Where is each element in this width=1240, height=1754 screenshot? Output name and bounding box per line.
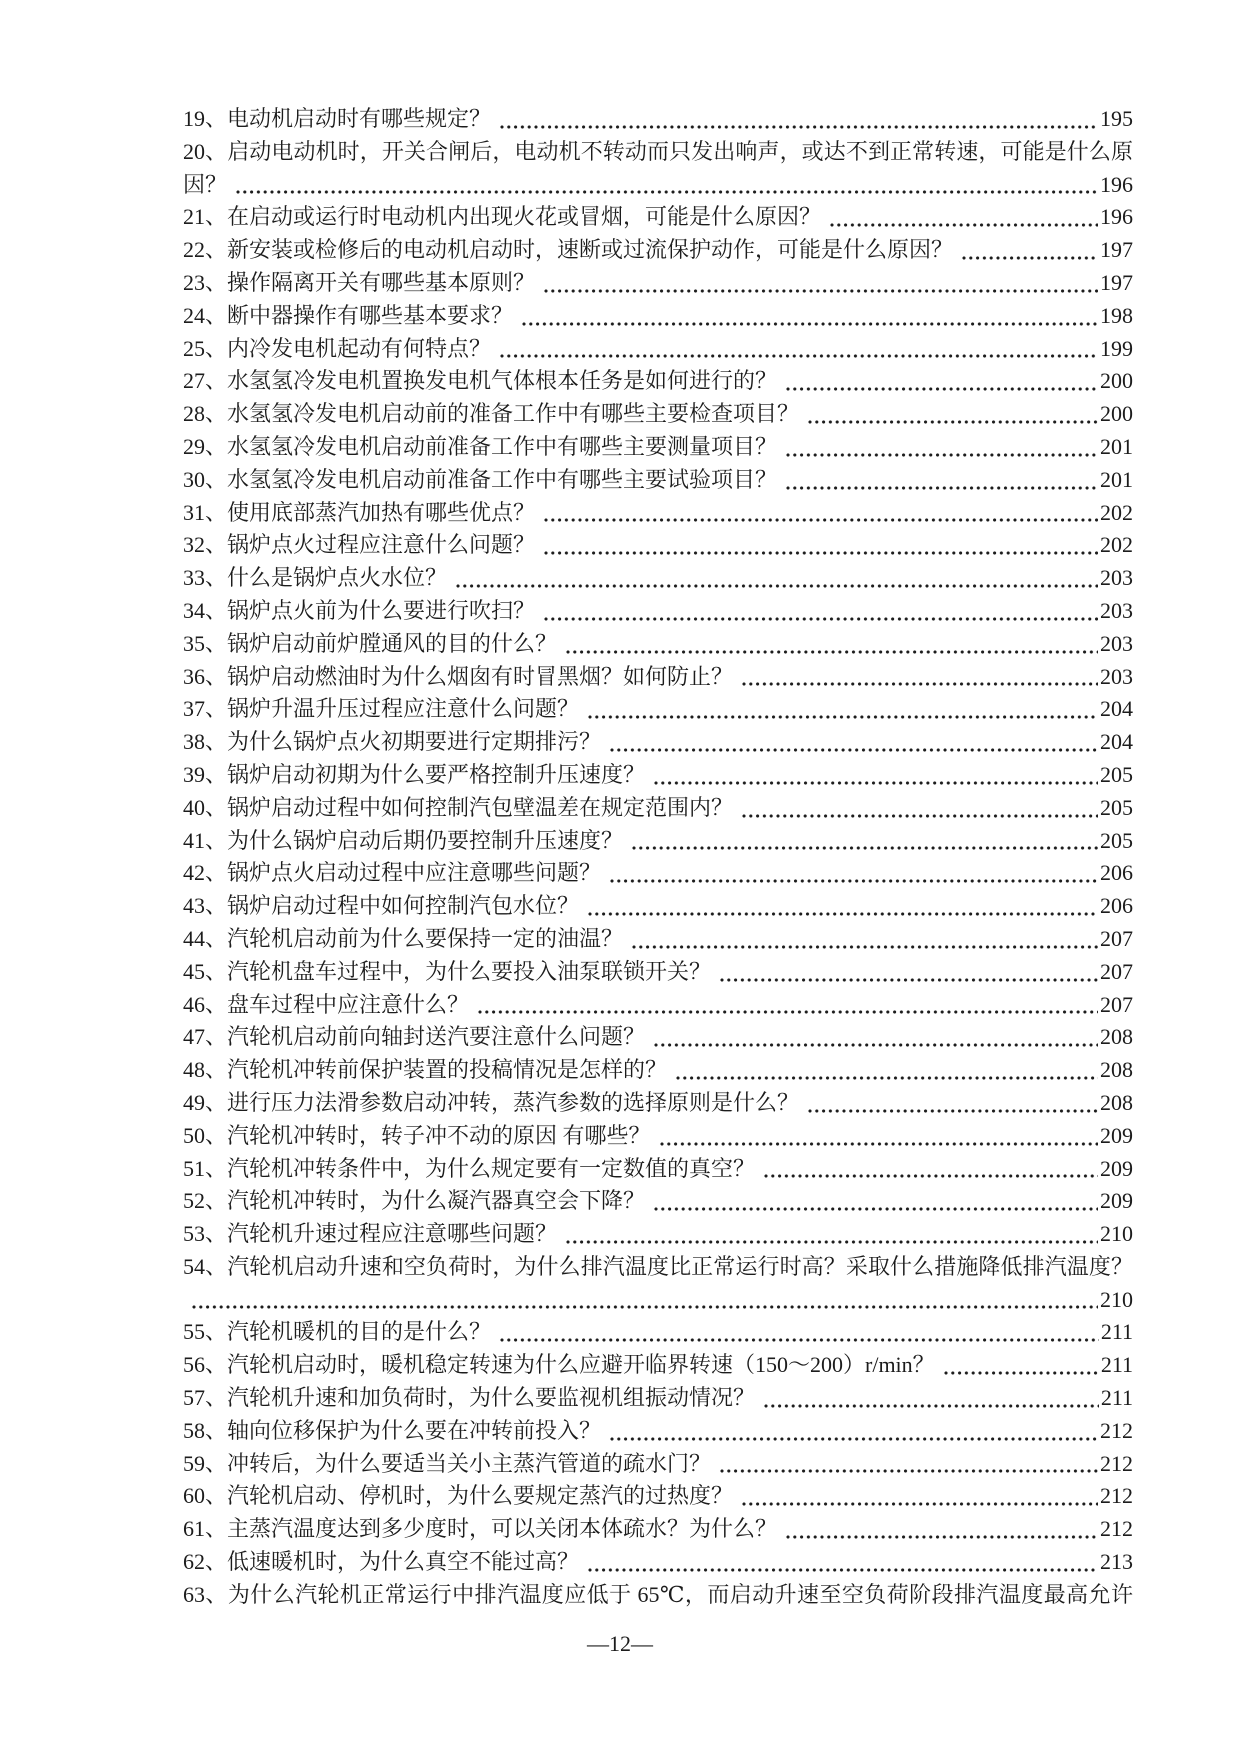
dot-leader	[786, 1513, 1098, 1546]
toc-entry-text: 54、汽轮机启动升速和空负荷时，为什么排汽温度比正常运行时高？采取什么措施降低排汽温度？	[183, 1253, 1133, 1279]
toc-entry-text: 44、汽轮机启动前为什么要保持一定的油温？	[183, 925, 624, 951]
toc-page-number: 212	[1100, 1450, 1133, 1476]
dot-leader	[786, 464, 1098, 497]
toc-line	[183, 562, 1133, 595]
dot-leader	[764, 1382, 1099, 1415]
toc-page-number: 204	[1100, 729, 1133, 755]
toc-line	[183, 464, 1133, 497]
dot-leader	[808, 1087, 1098, 1120]
dot-leader	[500, 333, 1098, 366]
toc-page-number: 197	[1100, 269, 1133, 295]
dot-leader	[588, 890, 1098, 923]
dot-leader	[786, 431, 1098, 464]
toc-page-number: 212	[1100, 1516, 1133, 1542]
page-footer	[0, 1628, 1240, 1660]
toc-entry-text: 28、水氢氢冷发电机启动前的准备工作中有哪些主要检查项目？	[183, 401, 800, 427]
toc-entry-text: 59、冲转后，为什么要适当关小主蒸汽管道的疏水门？	[183, 1450, 712, 1476]
toc-page-number: 196	[1100, 171, 1133, 197]
toc-page-number: 213	[1100, 1549, 1133, 1575]
dot-leader	[654, 1021, 1098, 1054]
dot-leader	[632, 825, 1098, 858]
toc-line	[183, 431, 1133, 464]
toc-line	[183, 989, 1133, 1022]
dot-leader	[544, 267, 1098, 300]
toc-line	[183, 1185, 1133, 1218]
toc-page-number: 208	[1100, 1024, 1133, 1050]
toc-line	[183, 693, 1133, 726]
toc-line	[183, 1120, 1133, 1153]
toc-line	[183, 1513, 1133, 1546]
toc-line	[183, 661, 1133, 694]
toc-entry-text: 35、锅炉启动前炉膛通风的目的什么？	[183, 630, 558, 656]
toc-line	[183, 956, 1133, 989]
toc-line	[183, 1218, 1133, 1251]
toc-entry-text: 31、使用底部蒸汽加热有哪些优点？	[183, 499, 536, 525]
dot-leader	[654, 759, 1098, 792]
dot-leader	[610, 726, 1098, 759]
toc-line	[183, 333, 1133, 366]
toc-entry-text: 51、汽轮机冲转条件中，为什么规定要有一定数值的真空？	[183, 1155, 756, 1181]
toc-page-number: 205	[1100, 827, 1133, 853]
toc-page-number: 212	[1100, 1417, 1133, 1443]
toc-page-number: 207	[1100, 958, 1133, 984]
dot-leader	[610, 1415, 1098, 1448]
toc-line	[183, 1480, 1133, 1513]
toc-line	[183, 1021, 1133, 1054]
toc-page-number: 203	[1100, 663, 1133, 689]
toc-line	[183, 759, 1133, 792]
dot-leader	[742, 661, 1098, 694]
toc-line	[183, 300, 1133, 333]
dot-leader	[830, 201, 1098, 234]
toc-entry-text: 45、汽轮机盘车过程中，为什么要投入油泵联锁开关？	[183, 958, 712, 984]
dot-leader	[720, 1448, 1098, 1481]
dot-leader	[544, 497, 1098, 530]
toc-line	[183, 267, 1133, 300]
toc-entry-text: 55、汽轮机暖机的目的是什么？	[183, 1319, 492, 1345]
toc-entry-text: 20、启动电动机时，开关合闸后，电动机不转动而只发出响声，或达不到正常转速，可能是什么原	[183, 138, 1133, 164]
toc-entry-text: 49、进行压力法滑参数启动冲转，蒸汽参数的选择原则是什么？	[183, 1089, 800, 1115]
dot-leader	[500, 103, 1098, 136]
toc-line	[183, 857, 1133, 890]
toc-page-number: 206	[1100, 893, 1133, 919]
toc-entry-text: 53、汽轮机升速过程应注意哪些问题？	[183, 1221, 558, 1247]
toc-page-number: 201	[1100, 433, 1133, 459]
toc-page-number: 211	[1100, 1319, 1133, 1345]
toc-entry-text: 25、内冷发电机起动有何特点？	[183, 335, 492, 361]
toc-line	[183, 136, 1133, 169]
page-number-label: —12—	[587, 1631, 653, 1656]
toc-page-number: 210	[1100, 1221, 1133, 1247]
toc-line	[183, 1382, 1133, 1415]
toc-entry-text: 63、为什么汽轮机正常运行中排汽温度应低于 65℃，而启动升速至空负荷阶段排汽温度最高允许	[183, 1581, 1133, 1607]
dot-leader	[786, 365, 1098, 398]
toc-entry-text: 62、低速暖机时，为什么真空不能过高？	[183, 1549, 580, 1575]
toc-page-number: 206	[1100, 860, 1133, 886]
toc-entry-text: 50、汽轮机冲转时，转子冲不动的原因 有哪些？	[183, 1122, 651, 1148]
toc-line	[183, 792, 1133, 825]
toc-page-number: 204	[1100, 696, 1133, 722]
dot-leader	[544, 595, 1098, 628]
dot-leader	[962, 234, 1098, 267]
toc-line	[183, 529, 1133, 562]
dot-leader	[500, 1316, 1099, 1349]
toc-entry-text: 46、盘车过程中应注意什么？	[183, 991, 470, 1017]
dot-leader	[676, 1054, 1098, 1087]
toc-line	[183, 1349, 1133, 1382]
dot-leader	[544, 529, 1098, 562]
toc-page-number: 197	[1100, 237, 1133, 263]
toc-entry-text: 57、汽轮机升速和加负荷时，为什么要监视机组振动情况？	[183, 1385, 756, 1411]
dot-leader	[566, 628, 1098, 661]
toc-entry-text: 40、锅炉启动过程中如何控制汽包壁温差在规定范围内？	[183, 794, 734, 820]
toc-line	[183, 497, 1133, 530]
dot-leader	[456, 562, 1098, 595]
toc-entry-text: 22、新安装或检修后的电动机启动时，速断或过流保护动作，可能是什么原因？	[183, 237, 954, 263]
toc-line	[183, 923, 1133, 956]
toc-entry-text: 19、电动机启动时有哪些规定？	[183, 106, 492, 131]
dot-leader	[588, 1546, 1098, 1579]
toc-page-number: 203	[1100, 630, 1133, 656]
toc-page-number: 205	[1100, 761, 1133, 787]
toc-page-number: 201	[1100, 466, 1133, 492]
dot-leader	[742, 792, 1098, 825]
toc-line	[183, 595, 1133, 628]
toc-entry-text: 47、汽轮机启动前向轴封送汽要注意什么问题？	[183, 1024, 646, 1050]
toc-line	[183, 726, 1133, 759]
toc-entry-text: 33、什么是锅炉点火水位？	[183, 565, 448, 591]
toc-line	[183, 1054, 1133, 1087]
dot-leader	[808, 398, 1098, 431]
toc-page-number: 211	[1100, 1352, 1133, 1378]
toc-entry-text: 43、锅炉启动过程中如何控制汽包水位？	[183, 893, 580, 919]
toc-line	[183, 398, 1133, 431]
toc-entry-text: 29、水氢氢冷发电机启动前准备工作中有哪些主要测量项目？	[183, 433, 778, 459]
toc-entry-text: 52、汽轮机冲转时，为什么凝汽器真空会下降？	[183, 1188, 646, 1214]
toc-entry-text: 34、锅炉点火前为什么要进行吹扫？	[183, 597, 536, 623]
toc-entry-text: 61、主蒸汽温度达到多少度时，可以关闭本体疏水？为什么？	[183, 1516, 778, 1542]
toc-page-number: 207	[1100, 991, 1133, 1017]
toc-line	[183, 234, 1133, 267]
toc-entry-text: 41、为什么锅炉启动后期仍要控制升压速度？	[183, 827, 624, 853]
dot-leader	[720, 956, 1098, 989]
toc-line	[183, 628, 1133, 661]
toc-page-number: 202	[1100, 532, 1133, 558]
toc-page-number: 209	[1100, 1122, 1133, 1148]
toc-entry-text: 38、为什么锅炉点火初期要进行定期排污？	[183, 729, 602, 755]
toc-entry-text: 48、汽轮机冲转前保护装置的投稿情况是怎样的？	[183, 1057, 668, 1083]
dot-leader	[632, 923, 1098, 956]
toc-entry-text: 23、操作隔离开关有哪些基本原则？	[183, 269, 536, 295]
toc-line	[183, 890, 1133, 923]
toc-page-number: 208	[1100, 1057, 1133, 1083]
toc-line	[183, 365, 1133, 398]
dot-leader	[522, 300, 1098, 333]
toc-page-number: 212	[1100, 1483, 1133, 1509]
toc	[183, 103, 1133, 1612]
toc-entry-text: 56、汽轮机启动时，暖机稳定转速为什么应避开临界转速（150～200）r/min？	[183, 1352, 935, 1378]
toc-page-number: 208	[1100, 1089, 1133, 1115]
dot-leader	[236, 169, 1098, 202]
toc-entry-text: 42、锅炉点火启动过程中应注意哪些问题？	[183, 860, 602, 886]
dot-leader	[192, 1284, 1098, 1317]
toc-entry-text: 24、断中器操作有哪些基本要求？	[183, 302, 514, 328]
toc-entry-text: 37、锅炉升温升压过程应注意什么问题？	[183, 696, 580, 722]
toc-line	[183, 1546, 1133, 1579]
toc-line	[183, 1448, 1133, 1481]
dot-leader	[742, 1480, 1098, 1513]
dot-leader	[588, 693, 1098, 726]
toc-page-number: 207	[1100, 925, 1133, 951]
toc-page-number: 209	[1100, 1155, 1133, 1181]
toc-line	[183, 1415, 1133, 1448]
dot-leader	[764, 1153, 1098, 1186]
toc-line	[183, 1284, 1133, 1317]
toc-line	[183, 1087, 1133, 1120]
toc-line	[183, 1153, 1133, 1186]
toc-page-number: 202	[1100, 499, 1133, 525]
toc-page-number: 200	[1100, 401, 1133, 427]
toc-entry-text: 30、水氢氢冷发电机启动前准备工作中有哪些主要试验项目？	[183, 466, 778, 492]
toc-page-number: 210	[1100, 1286, 1133, 1312]
toc-entry-text: 27、水氢氢冷发电机置换发电机气体根本任务是如何进行的？	[183, 368, 778, 394]
toc-page-number: 209	[1100, 1188, 1133, 1214]
toc-line	[183, 201, 1133, 234]
toc-entry-text: 60、汽轮机启动、停机时，为什么要规定蒸汽的过热度？	[183, 1483, 734, 1509]
toc-page-number: 203	[1100, 565, 1133, 591]
dot-leader	[478, 989, 1098, 1022]
toc-line	[183, 825, 1133, 858]
toc-entry-text: 39、锅炉启动初期为什么要严格控制升压速度？	[183, 761, 646, 787]
toc-page-number: 196	[1100, 204, 1133, 230]
toc-page-number: 195	[1100, 106, 1133, 131]
toc-entry-text: 36、锅炉启动燃油时为什么烟囱有时冒黑烟？如何防止？	[183, 663, 734, 689]
toc-entry-text: 32、锅炉点火过程应注意什么问题？	[183, 532, 536, 558]
toc-line	[183, 1251, 1133, 1284]
toc-entry-text: 因？	[183, 171, 228, 197]
toc-page-number: 211	[1100, 1385, 1133, 1411]
toc-line	[183, 103, 1133, 136]
dot-leader	[610, 857, 1098, 890]
toc-entry-text: 58、轴向位移保护为什么要在冲转前投入？	[183, 1417, 602, 1443]
toc-page-number: 203	[1100, 597, 1133, 623]
toc-line	[183, 1316, 1133, 1349]
dot-leader	[654, 1185, 1098, 1218]
dot-leader	[944, 1349, 1099, 1382]
dot-leader	[660, 1120, 1098, 1153]
toc-page-number: 199	[1100, 335, 1133, 361]
toc-page-number: 205	[1100, 794, 1133, 820]
toc-line	[183, 1579, 1133, 1612]
toc-entry-text: 21、在启动或运行时电动机内出现火花或冒烟，可能是什么原因？	[183, 204, 822, 230]
dot-leader	[566, 1218, 1098, 1251]
toc-line	[183, 169, 1133, 202]
toc-page-number: 198	[1100, 302, 1133, 328]
toc-page-number: 200	[1100, 368, 1133, 394]
